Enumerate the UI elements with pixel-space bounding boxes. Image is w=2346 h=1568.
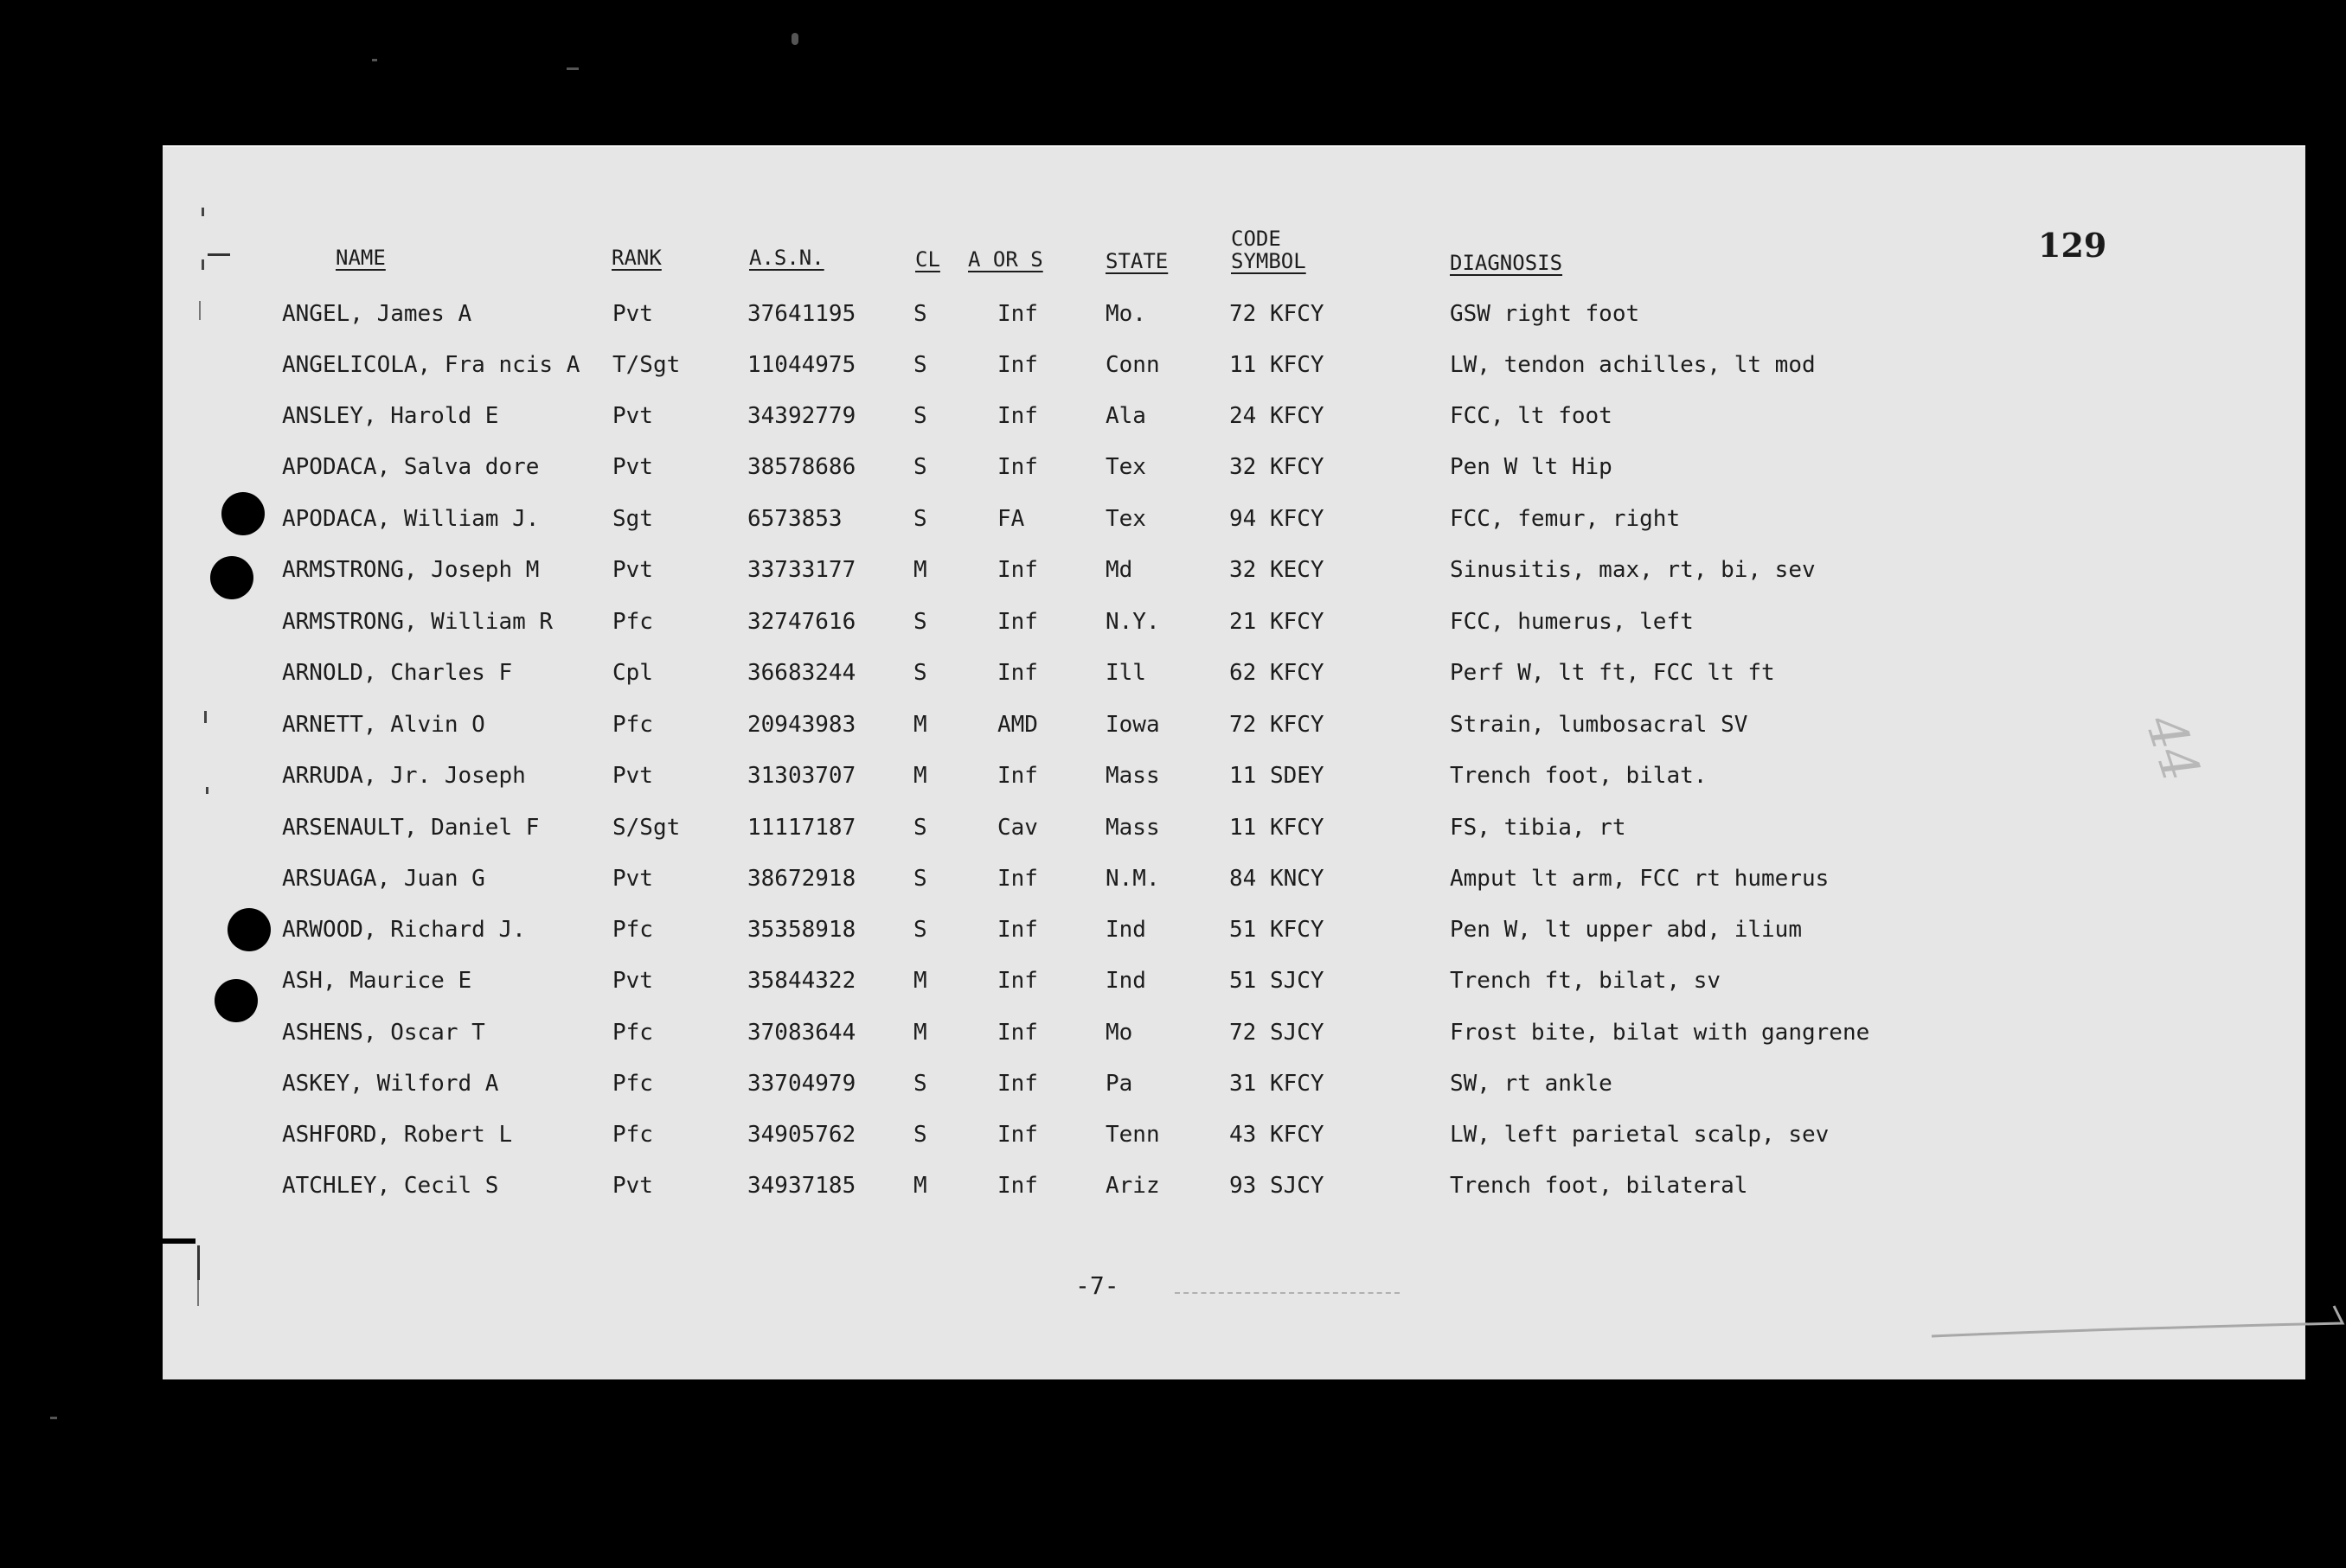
cell-state: Conn (1106, 352, 1160, 378)
cell-asn: 33733177 (747, 557, 856, 583)
cell-diagnosis: FCC, lt foot (1450, 403, 1612, 429)
cell-a-or-s: Inf (997, 763, 1038, 789)
cell-code-symbol: 51 KFCY (1229, 917, 1324, 943)
cell-name: ASH, Maurice E (282, 968, 472, 994)
table-row (163, 963, 2305, 998)
cell-rank: Pvt (612, 557, 653, 583)
cell-code-symbol: 62 KFCY (1229, 660, 1324, 686)
cell-a-or-s: Inf (997, 609, 1038, 635)
cell-asn: 35844322 (747, 968, 856, 994)
cell-a-or-s: AMD (997, 712, 1038, 738)
cell-asn: 37083644 (747, 1020, 856, 1046)
cell-a-or-s: Inf (997, 866, 1038, 892)
cell-diagnosis: FS, tibia, rt (1450, 815, 1626, 841)
cell-rank: Pfc (612, 609, 653, 635)
cell-rank: Sgt (612, 506, 653, 532)
cell-code-symbol: 93 SJCY (1229, 1173, 1324, 1199)
header-name: NAME (336, 246, 386, 270)
cell-rank: Pvt (612, 763, 653, 789)
cell-code-symbol: 51 SJCY (1229, 968, 1324, 994)
table-row (163, 912, 2305, 947)
cell-name: ANGEL, James A (282, 301, 472, 327)
cell-asn: 11044975 (747, 352, 856, 378)
record-card (163, 145, 2305, 1379)
cell-name: ARMSTRONG, William R (282, 609, 554, 635)
cell-cl: S (913, 1071, 927, 1097)
cell-state: Ariz (1106, 1173, 1160, 1199)
cell-asn: 38672918 (747, 866, 856, 892)
cell-diagnosis: FCC, humerus, left (1450, 609, 1694, 635)
cell-name: ANGELICOLA, Fra ncis A (282, 352, 580, 378)
cell-cl: S (913, 403, 927, 429)
cell-name: ASHFORD, Robert L (282, 1122, 513, 1148)
cell-a-or-s: Cav (997, 815, 1038, 841)
cell-a-or-s: Inf (997, 557, 1038, 583)
cell-state: Mass (1106, 763, 1160, 789)
cell-code-symbol: 72 KFCY (1229, 712, 1324, 738)
cell-code-symbol: 94 KFCY (1229, 506, 1324, 532)
cell-code-symbol: 31 KFCY (1229, 1071, 1324, 1097)
cell-asn: 37641195 (747, 301, 856, 327)
cell-rank: Pvt (612, 968, 653, 994)
cell-code-symbol: 72 SJCY (1229, 1020, 1324, 1046)
cell-diagnosis: LW, tendon achilles, lt mod (1450, 352, 1816, 378)
cell-name: ARSUAGA, Juan G (282, 866, 485, 892)
cell-asn: 31303707 (747, 763, 856, 789)
cell-a-or-s: Inf (997, 1173, 1038, 1199)
scan-speck (792, 33, 798, 45)
table-row (163, 348, 2305, 382)
cell-a-or-s: Inf (997, 301, 1038, 327)
cell-diagnosis: GSW right foot (1450, 301, 1640, 327)
cell-rank: T/Sgt (612, 352, 681, 378)
cell-diagnosis: Amput lt arm, FCC rt humerus (1450, 866, 1830, 892)
cell-cl: M (913, 712, 927, 738)
cell-state: Tenn (1106, 1122, 1160, 1148)
cell-cl: S (913, 1122, 927, 1148)
header-diagnosis: DIAGNOSIS (1450, 251, 1563, 275)
cell-rank: Pfc (612, 1020, 653, 1046)
cell-code-symbol: 84 KNCY (1229, 866, 1324, 892)
edge-tick (202, 208, 204, 216)
cell-diagnosis: Pen W lt Hip (1450, 454, 1612, 480)
cell-cl: S (913, 917, 927, 943)
cell-asn: 20943983 (747, 712, 856, 738)
cell-cl: S (913, 301, 927, 327)
cell-cl: M (913, 557, 927, 583)
cell-cl: M (913, 968, 927, 994)
table-row (163, 707, 2305, 742)
cell-cl: S (913, 352, 927, 378)
cell-asn: 11117187 (747, 815, 856, 841)
cell-name: ASKEY, Wilford A (282, 1071, 499, 1097)
cell-diagnosis: Perf W, lt ft, FCC lt ft (1450, 660, 1775, 686)
cell-asn: 6573853 (747, 506, 843, 532)
table-row (163, 1066, 2305, 1101)
cell-a-or-s: Inf (997, 403, 1038, 429)
cell-name: ARSENAULT, Daniel F (282, 815, 540, 841)
cell-name: ATCHLEY, Cecil S (282, 1173, 499, 1199)
cell-code-symbol: 11 KFCY (1229, 352, 1324, 378)
cell-name: ARRUDA, Jr. Joseph (282, 763, 526, 789)
table-row (163, 450, 2305, 484)
cell-name: ASHENS, Oscar T (282, 1020, 485, 1046)
table-row (163, 861, 2305, 896)
cell-state: Mo. (1106, 301, 1146, 327)
cell-state: Mass (1106, 815, 1160, 841)
cell-state: Mo (1106, 1020, 1133, 1046)
cell-code-symbol: 43 KFCY (1229, 1122, 1324, 1148)
header-rank: RANK (612, 246, 662, 270)
cell-a-or-s: Inf (997, 1122, 1038, 1148)
table-row (163, 605, 2305, 639)
header-cl: CL (915, 247, 940, 272)
cell-a-or-s: Inf (997, 917, 1038, 943)
table-row (163, 399, 2305, 433)
cell-cl: S (913, 609, 927, 635)
cell-diagnosis: Trench foot, bilateral (1450, 1173, 1748, 1199)
cell-diagnosis: Frost bite, bilat with gangrene (1450, 1020, 1870, 1046)
cell-rank: Pvt (612, 866, 653, 892)
pencil-stroke (1927, 1297, 2346, 1349)
cell-diagnosis: Pen W, lt upper abd, ilium (1450, 917, 1802, 943)
cell-state: Pa (1106, 1071, 1133, 1097)
scan-speck (50, 1417, 57, 1419)
cell-a-or-s: Inf (997, 968, 1038, 994)
cell-state: Tex (1106, 454, 1146, 480)
cell-rank: Pfc (612, 917, 653, 943)
header-code: CODE (1231, 227, 1281, 251)
cell-a-or-s: FA (997, 506, 1025, 532)
edge-tick (202, 259, 204, 270)
header-a-or-s: A OR S (968, 247, 1043, 272)
cell-rank: Pvt (612, 1173, 653, 1199)
cell-cl: S (913, 815, 927, 841)
cell-rank: Pfc (612, 712, 653, 738)
cell-state: Ind (1106, 917, 1146, 943)
page-number: 129 (2038, 226, 2107, 265)
edge-tick (208, 253, 230, 256)
cell-a-or-s: Inf (997, 660, 1038, 686)
edge-tick (161, 1238, 196, 1244)
cell-cl: S (913, 506, 927, 532)
cell-code-symbol: 72 KFCY (1229, 301, 1324, 327)
cell-cl: S (913, 866, 927, 892)
cell-rank: Pvt (612, 301, 653, 327)
cell-diagnosis: LW, left parietal scalp, sev (1450, 1122, 1830, 1148)
cell-name: ARWOOD, Richard J. (282, 917, 526, 943)
edge-tick (197, 1245, 200, 1280)
scan-speck (567, 67, 579, 70)
cell-asn: 35358918 (747, 917, 856, 943)
table-row (163, 1117, 2305, 1152)
cell-diagnosis: SW, rt ankle (1450, 1071, 1612, 1097)
cell-asn: 38578686 (747, 454, 856, 480)
cell-rank: Pfc (612, 1071, 653, 1097)
header-asn: A.S.N. (749, 246, 824, 270)
cell-diagnosis: Trench ft, bilat, sv (1450, 968, 1721, 994)
cell-name: ANSLEY, Harold E (282, 403, 499, 429)
cell-name: ARNETT, Alvin O (282, 712, 485, 738)
cell-code-symbol: 21 KFCY (1229, 609, 1324, 635)
cell-code-symbol: 32 KFCY (1229, 454, 1324, 480)
table-row (163, 656, 2305, 690)
cell-code-symbol: 11 SDEY (1229, 763, 1324, 789)
cell-state: Iowa (1106, 712, 1160, 738)
table-row (163, 502, 2305, 536)
cell-state: Md (1106, 557, 1133, 583)
cell-cl: S (913, 454, 927, 480)
cell-name: ARNOLD, Charles F (282, 660, 513, 686)
cell-asn: 34392779 (747, 403, 856, 429)
cell-name: APODACA, Salva dore (282, 454, 540, 480)
table-row (163, 1168, 2305, 1203)
pencil-margin-mark: 44 (2133, 707, 2212, 790)
cell-diagnosis: Trench foot, bilat. (1450, 763, 1708, 789)
cell-cl: S (913, 660, 927, 686)
cell-rank: Pvt (612, 403, 653, 429)
cell-asn: 34937185 (747, 1173, 856, 1199)
footer-page-marker: -7- (1075, 1271, 1119, 1300)
cell-diagnosis: FCC, femur, right (1450, 506, 1681, 532)
cell-diagnosis: Strain, lumbosacral SV (1450, 712, 1748, 738)
cell-code-symbol: 24 KFCY (1229, 403, 1324, 429)
cell-rank: Pvt (612, 454, 653, 480)
cell-a-or-s: Inf (997, 1071, 1038, 1097)
cell-state: Ill (1106, 660, 1146, 686)
cell-cl: M (913, 1020, 927, 1046)
cell-asn: 34905762 (747, 1122, 856, 1148)
cell-cl: M (913, 763, 927, 789)
cell-state: N.Y. (1106, 609, 1160, 635)
cell-state: N.M. (1106, 866, 1160, 892)
cell-a-or-s: Inf (997, 352, 1038, 378)
table-row (163, 553, 2305, 587)
table-row (163, 810, 2305, 845)
cell-diagnosis: Sinusitis, max, rt, bi, sev (1450, 557, 1816, 583)
cell-code-symbol: 32 KECY (1229, 557, 1324, 583)
cell-rank: Pfc (612, 1122, 653, 1148)
cell-asn: 32747616 (747, 609, 856, 635)
cell-rank: Cpl (612, 660, 653, 686)
header-state: STATE (1106, 249, 1169, 273)
cell-name: ARMSTRONG, Joseph M (282, 557, 540, 583)
table-row (163, 758, 2305, 793)
cell-asn: 33704979 (747, 1071, 856, 1097)
cell-code-symbol: 11 KFCY (1229, 815, 1324, 841)
cell-name: APODACA, William J. (282, 506, 540, 532)
cell-state: Tex (1106, 506, 1146, 532)
scan-speck (372, 59, 377, 61)
cell-state: Ala (1106, 403, 1146, 429)
table-row (163, 1015, 2305, 1050)
cell-a-or-s: Inf (997, 1020, 1038, 1046)
cell-asn: 36683244 (747, 660, 856, 686)
cell-state: Ind (1106, 968, 1146, 994)
table-row (163, 297, 2305, 331)
cell-cl: M (913, 1173, 927, 1199)
header-code-symbol: SYMBOL (1231, 249, 1306, 273)
cell-a-or-s: Inf (997, 454, 1038, 480)
cell-rank: S/Sgt (612, 815, 681, 841)
footer-dash-line (1175, 1292, 1400, 1294)
edge-tick (197, 1280, 199, 1306)
